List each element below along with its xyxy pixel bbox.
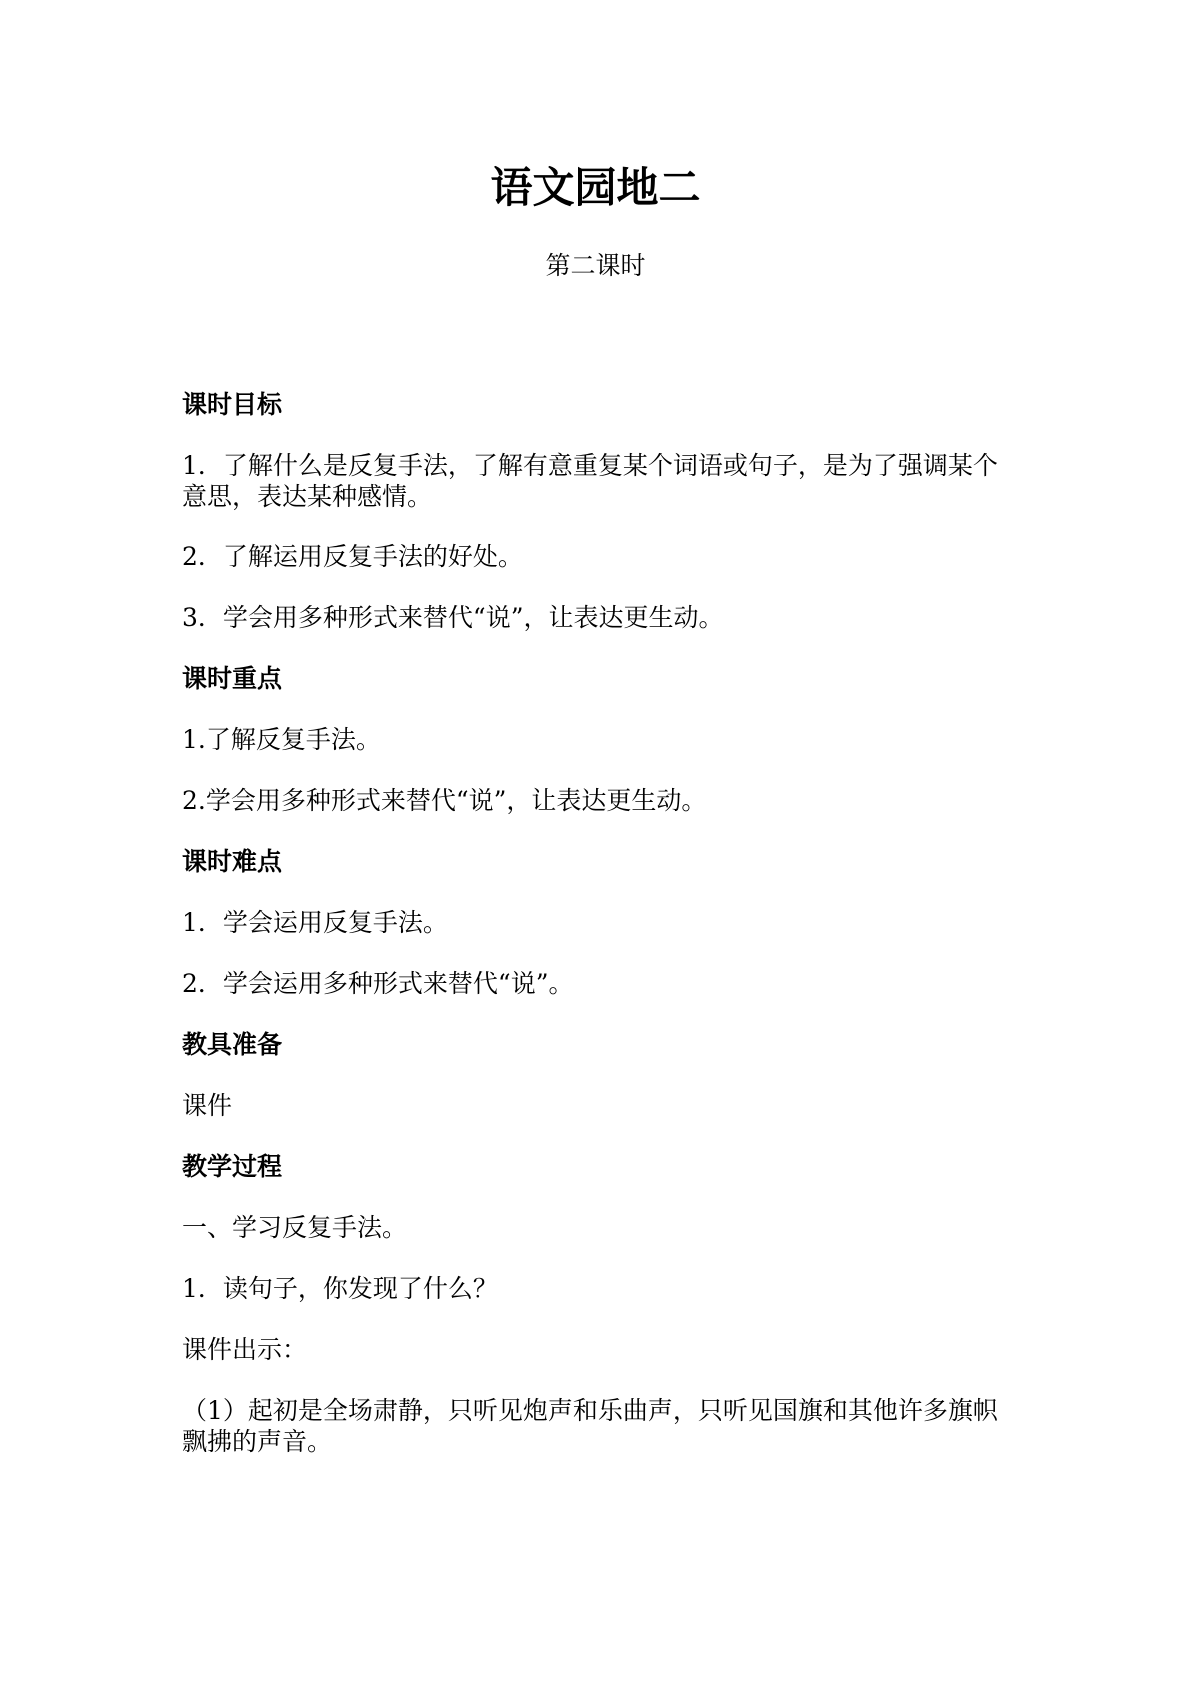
section-heading-difficulties: 课时难点 [182,847,283,876]
page-subtitle: 第二课时 [545,251,646,280]
section-heading-process: 教学过程 [182,1152,283,1181]
page-title: 语文园地二 [490,163,701,212]
process-item-4: （1）起初是全场肃静，只听见炮声和乐曲声，只听见国旗和其他许多旗帜飘拂的声音。 [182,1396,998,1456]
objective-item-3: 3．学会用多种形式来替代“说”，让表达更生动。 [182,603,724,632]
section-heading-key-points: 课时重点 [182,664,283,693]
process-item-2: 1．读句子，你发现了什么？ [182,1274,498,1303]
document-body [182,389,1012,1486]
key-point-item-1: 1.了解反复手法。 [182,725,381,754]
objective-item-2: 2．了解运用反复手法的好处。 [182,542,523,571]
difficulty-item-1: 1．学会运用反复手法。 [182,908,448,937]
key-point-item-2: 2.学会用多种形式来替代“说”，让表达更生动。 [182,786,707,815]
process-item-3: 课件出示： [182,1335,308,1364]
material-item-1: 课件 [182,1091,233,1120]
section-heading-objectives: 课时目标 [182,390,283,419]
process-item-1: 一、学习反复手法。 [182,1213,408,1242]
difficulty-item-2: 2．学会运用多种形式来替代“说”。 [182,969,574,998]
objective-item-1: 1．了解什么是反复手法，了解有意重复某个词语或句子，是为了强调某个意思，表达某种感情。 [182,451,998,511]
section-heading-materials: 教具准备 [182,1030,283,1059]
